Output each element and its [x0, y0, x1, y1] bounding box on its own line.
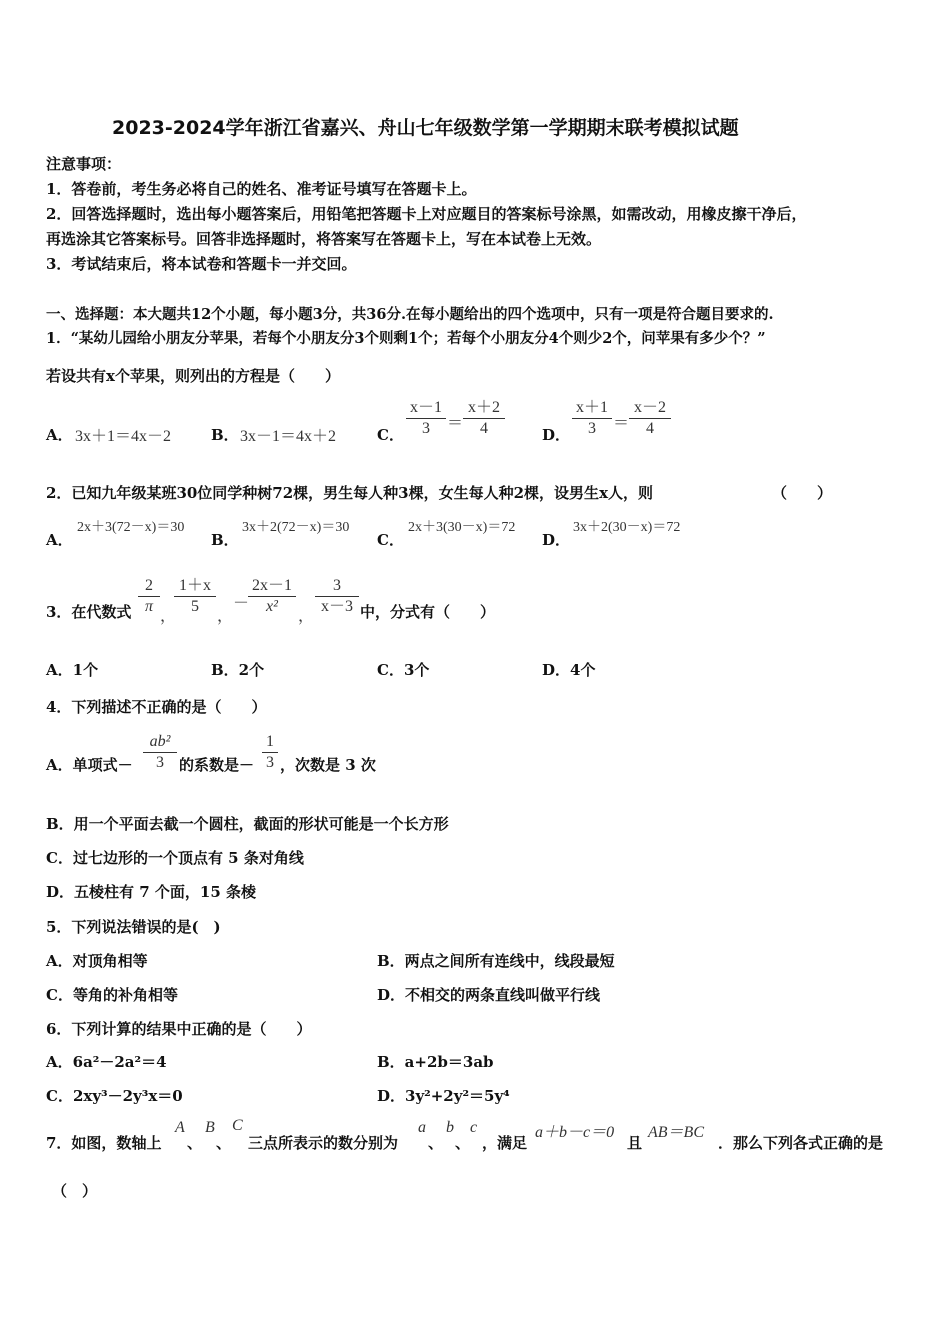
q1-option-c-label: C． [377, 426, 404, 444]
q4-option-b: B．用一个平面去截一个圆柱，截面的形状可能是一个长方形 [46, 815, 449, 833]
q1-option-c-frac-1: $\frac{x-1}{3}$ [406, 398, 446, 439]
q3-frac-2: $\frac{1+x}{5}$ [174, 576, 216, 617]
q7-var-c: c [470, 1119, 478, 1136]
q3-frac-1: $\frac{2}{\pi}$ [138, 576, 160, 617]
q7-and: 且 [627, 1134, 643, 1152]
q7-point-b: B [205, 1119, 215, 1136]
q2-option-a-label: A． [46, 531, 73, 549]
q3-option-a: A．1个 [46, 661, 99, 679]
q3-stem: 3．在代数式 [46, 603, 132, 621]
q1-option-c-eq: ＝ [447, 415, 464, 432]
q5-option-b: B．两点之间所有连线中，线段最短 [377, 952, 615, 970]
q7-stem: 7．如图，数轴上 [46, 1134, 162, 1152]
notice-heading: 注意事项： [46, 155, 122, 173]
q4-option-c: C．过七边形的一个顶点有 5 条对角线 [46, 849, 304, 867]
section-heading: 一、选择题：本大题共12个小题，每小题3分，共36分.在每小题给出的四个选项中，只有一项是符合题目要求的. [46, 306, 774, 323]
q4-option-a-frac-2: $\frac{1}{3}$ [262, 732, 278, 773]
q3-comma-1: ， [160, 608, 177, 625]
q3-frac-4: $\frac{3}{x-3}$ [315, 576, 359, 617]
q7-sep-4: 、 [455, 1134, 471, 1152]
q3-comma-3: ， [298, 608, 315, 625]
q3-stem-tail: 中，分式有（ ） [360, 603, 496, 621]
q7-sep-1: 、 [187, 1134, 203, 1152]
q7-sep-3: 、 [428, 1134, 444, 1152]
q7-stem-tail: ．那么下列各式正确的是 [718, 1134, 884, 1152]
q1-option-d-label: D． [542, 426, 571, 444]
notice-item-2-cont: 再选涂其它答案标号。回答非选择题时，将答案写在答题卡上，写在本试卷上无效。 [46, 230, 602, 248]
q6-option-d: D．3y²+2y²＝5y⁴ [377, 1087, 510, 1105]
q3-frac-3: $\frac{2x-1}{\text{x²}}$ [248, 576, 296, 617]
q1-stem-2: 若设共有x个苹果，则列出的方程是（ ） [46, 367, 340, 385]
q1-option-b-label: B． [211, 426, 239, 444]
q3-minus: － [233, 595, 250, 612]
q1-option-d-frac-1: $\frac{x+1}{3}$ [572, 398, 612, 439]
q2-paren: （ ） [772, 484, 833, 502]
q7-stem-mid: 三点所表示的数分别为 [248, 1134, 399, 1152]
q4-option-a-prefix: A．单项式－ [46, 756, 133, 774]
q7-equation-1: a＋b－c＝0 [535, 1124, 615, 1141]
q4-option-a-frac-1: $\frac{\text{ab²}}{3}$ [143, 732, 177, 773]
q6-option-c: C．2xy³－2y³x＝0 [46, 1087, 183, 1105]
q2-option-c-label: C． [377, 531, 404, 549]
q2-stem: 2．已知九年级某班30位同学种树72棵，男生每人种3棵，女生每人种2棵，设男生x人，则 [46, 484, 654, 502]
q7-point-a: A [175, 1119, 185, 1136]
q4-option-a-mid: 的系数是－ [179, 756, 255, 774]
q5-option-d: D．不相交的两条直线叫做平行线 [377, 986, 601, 1004]
q7-sep-2: 、 [216, 1134, 232, 1152]
q1-option-d-eq: ＝ [613, 415, 630, 432]
q3-option-b: B．2个 [211, 661, 265, 679]
q1-option-a: 3x＋1＝4x－2 [75, 428, 172, 445]
q3-option-c: C．3个 [377, 661, 430, 679]
q2-option-b: 3x＋2(72－x)＝30 [242, 520, 350, 535]
q2-option-d: 3x＋2(30－x)＝72 [573, 520, 681, 535]
q1-option-a-label: A． [46, 426, 73, 444]
q7-var-b: b [446, 1119, 454, 1136]
notice-item-3: 3．考试结束后，将本试卷和答题卡一并交回。 [46, 255, 357, 273]
q7-var-a: a [418, 1119, 426, 1136]
q7-paren: （ ） [52, 1182, 98, 1200]
q1-stem: 1．“某幼儿园给小朋友分苹果，若每个小朋友分3个则剩1个；若每个小朋友分4个则少2个，问苹果有多少个？” [46, 330, 766, 347]
q3-option-d: D．4个 [542, 661, 596, 679]
q7-equation-2: AB＝BC [648, 1124, 704, 1141]
q2-option-a: 2x＋3(72－x)＝30 [77, 520, 185, 535]
q5-stem: 5．下列说法错误的是( ) [46, 918, 221, 936]
q1-option-b: 3x－1＝4x＋2 [240, 428, 337, 445]
q5-option-c: C．等角的补角相等 [46, 986, 178, 1004]
q3-comma-2: ， [217, 608, 234, 625]
q4-option-a-tail: ，次数是 3 次 [280, 756, 376, 774]
q2-option-b-label: B． [211, 531, 239, 549]
q4-option-d: D．五棱柱有 7 个面，15 条棱 [46, 883, 256, 901]
notice-item-2: 2．回答选择题时，选出每小题答案后，用铅笔把答题卡上对应题目的答案标号涂黑，如需改动，用橡皮擦干净后， [46, 205, 807, 223]
q2-option-d-label: D． [542, 531, 571, 549]
q2-option-c: 2x＋3(30－x)＝72 [408, 520, 516, 535]
q5-option-a: A．对顶角相等 [46, 952, 148, 970]
q4-stem: 4．下列描述不正确的是（ ） [46, 698, 267, 716]
notice-item-1: 1．答卷前，考生务必将自己的姓名、准考证号填写在答题卡上。 [46, 180, 477, 198]
q6-stem: 6．下列计算的结果中正确的是（ ） [46, 1020, 312, 1038]
q1-option-d-frac-2: $\frac{x-2}{4}$ [629, 398, 671, 439]
q1-option-c-frac-2: $\frac{x+2}{4}$ [463, 398, 505, 439]
q6-option-a: A．6a²－2a²＝4 [46, 1053, 167, 1071]
q7-point-c: C [232, 1117, 243, 1134]
page-title: 2023-2024学年浙江省嘉兴、舟山七年级数学第一学期期末联考模拟试题 [112, 117, 739, 139]
q6-option-b: B．a+2b＝3ab [377, 1053, 494, 1071]
q7-stem-mid-2: ，满足 [482, 1134, 528, 1152]
